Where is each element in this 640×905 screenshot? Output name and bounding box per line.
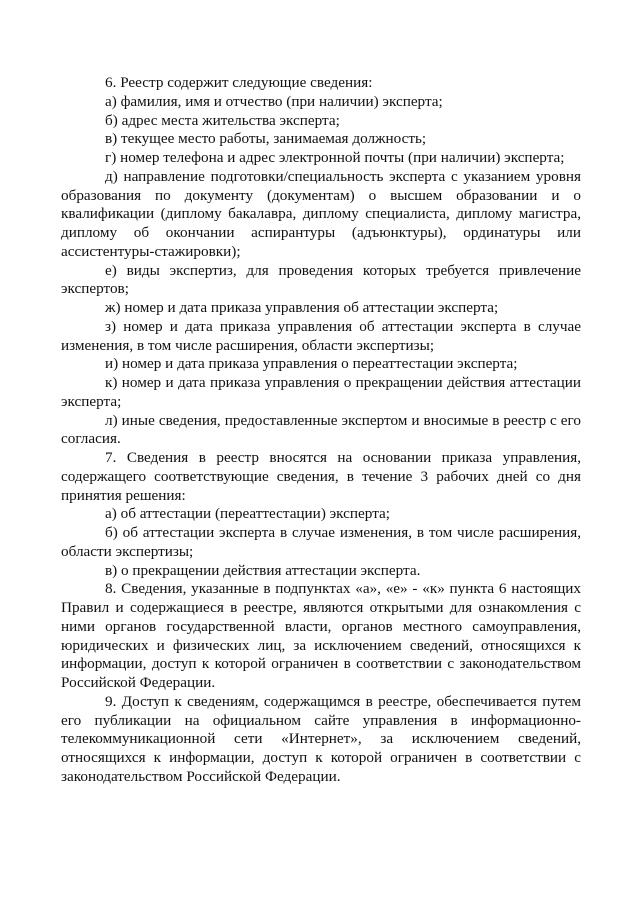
item-6k: к) номер и дата приказа управления о прекращении действия аттестации эксперта; [61,374,581,410]
item-6e: е) виды экспертиз, для проведения которых требуется привлечение экспертов; [61,261,581,298]
item-6z: з) номер и дата приказа управления об аттестации эксперта в случае изменения, в том числе расширения, области экспертизы; [61,317,581,354]
paragraph-8: 8. Сведения, указанные в подпунктах «а», «е» - «к» пункта 6 настоящих Правил и содержащиеся в реестре, являются открытыми для ознакомления с ними органов государственной власти, органов местного самоуправления, юридических и физических лиц, за исключением сведений, относящихся к информации, доступ к которой ограничен в соответствии с законодательством Российской Федерации. [61,580,581,691]
item-6i: и) номер и дата приказа управления о переаттестации эксперта; [105,355,518,373]
item-7b: б) об аттестации эксперта в случае изменения, в том числе расширения, области экспертизы; [61,524,581,560]
item-6a: а) фамилия, имя и отчество (при наличии) эксперта; [105,92,443,110]
item-6d: д) направление подготовки/специальность эксперта с указанием уровня образования по документу (документам) о высшем образовании и о квалификации (диплому бакалавра, диплому специалиста, диплому магистра, диплому об окончании аспирантуры (адъюнктуры), ординатуры или ассистентуры-стажировки); [61,167,581,260]
item-7v: в) о прекращении действия аттестации эксперта. [105,561,421,579]
item-6g: г) номер телефона и адрес электронной почты (при наличии) эксперта; [105,149,565,166]
paragraph-6: 6. Реестр содержит следующие сведения: [105,74,373,91]
paragraph-9: 9. Доступ к сведениям, содержащимся в реестре, обеспечивается путем его публикации на официальном сайте управления в информационно-телекоммуникационной сети «Интернет», за исключением сведений, относящихся к информации, доступ к которой ограничен в соответствии с законодательством Российской Федерации. [61,692,581,785]
item-6b: б) адрес места жительства эксперта; [105,111,340,129]
item-6zh: ж) номер и дата приказа управления об аттестации эксперта; [105,299,499,316]
document-body [61,74,581,787]
paragraph-7: 7. Сведения в реестр вносятся на основании приказа управления, содержащего соответствующие сведения, в течение 3 рабочих дней со дня принятия решения: [61,449,581,504]
item-7a: а) об аттестации (переаттестации) эксперта; [105,505,390,523]
item-6v: в) текущее место работы, занимаемая должность; [105,130,427,148]
item-6l: л) иные сведения, предоставленные экспертом и вносимые в реестр с его согласия. [61,411,581,448]
